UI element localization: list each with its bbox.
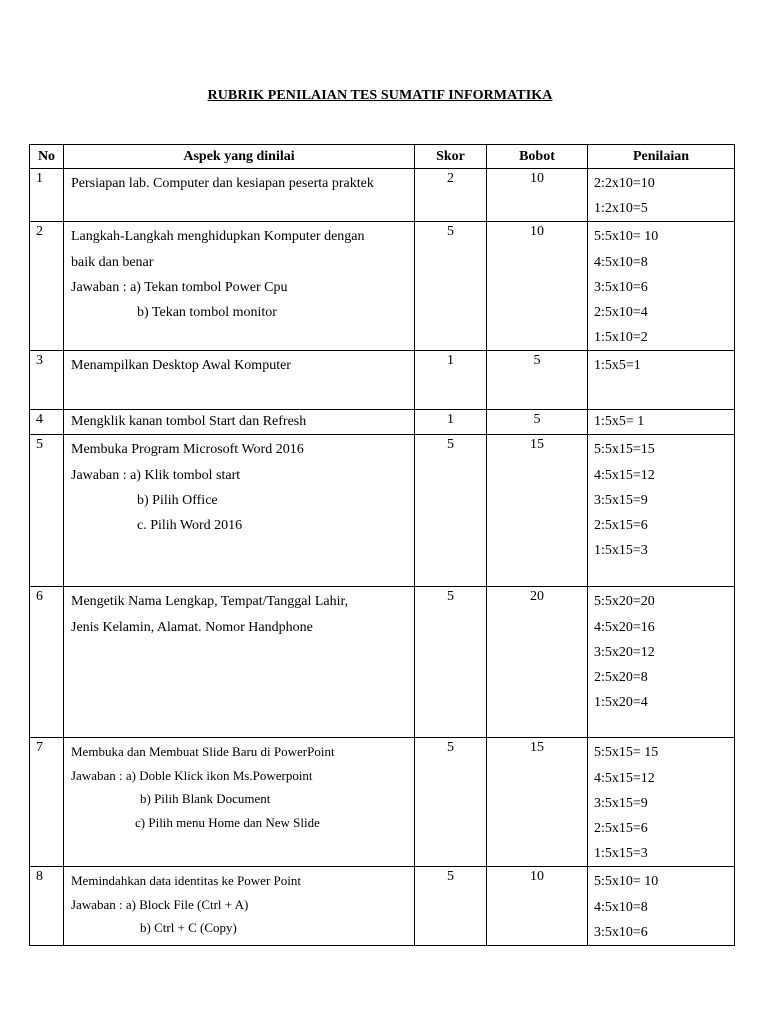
weight-cell: 15 bbox=[487, 738, 588, 867]
score-cell: 2 bbox=[415, 169, 487, 222]
grading-line: 2:5x10=4 bbox=[594, 305, 648, 321]
grading-line: 3:5x15=9 bbox=[594, 795, 648, 811]
grading-line: 1:2x10=5 bbox=[594, 201, 648, 217]
row-number: 4 bbox=[30, 410, 64, 435]
table-row bbox=[30, 222, 735, 351]
table-row bbox=[30, 351, 735, 410]
grading-line: 2:5x15=6 bbox=[594, 821, 648, 837]
grading-cell bbox=[588, 738, 735, 867]
aspect-cell bbox=[64, 410, 415, 435]
grading-line: 5:5x10= 10 bbox=[594, 874, 659, 890]
table-row bbox=[30, 410, 735, 435]
aspect-line: c) Pilih menu Home dan New Slide bbox=[135, 814, 320, 830]
grading-line: 3:5x15=9 bbox=[594, 492, 648, 508]
grading-line: 5:5x15= 15 bbox=[594, 745, 659, 761]
aspect-line: b) Pilih Office bbox=[137, 492, 218, 508]
aspect-line: Mengklik kanan tombol Start dan Refresh bbox=[71, 414, 307, 430]
grading-line: 5:5x20=20 bbox=[594, 594, 655, 610]
rubric-table bbox=[29, 144, 735, 946]
aspect-cell bbox=[64, 169, 415, 222]
aspect-line: Menampilkan Desktop Awal Komputer bbox=[71, 358, 291, 374]
table-row bbox=[30, 169, 735, 222]
aspect-line: b) Tekan tombol monitor bbox=[137, 305, 277, 321]
grading-line: 2:5x15=6 bbox=[594, 518, 648, 534]
aspect-line: Jawaban : a) Doble Klick ikon Ms.Powerpoint bbox=[71, 767, 313, 783]
row-number: 1 bbox=[30, 169, 64, 222]
grading-line: 1:5x5=1 bbox=[594, 358, 641, 374]
weight-cell: 20 bbox=[487, 587, 588, 738]
header-aspek: Aspek yang dinilai bbox=[64, 145, 415, 169]
aspect-line: Persiapan lab. Computer dan kesiapan peserta praktek bbox=[71, 176, 374, 191]
aspect-cell bbox=[64, 738, 415, 867]
grading-cell bbox=[588, 222, 735, 351]
row-number: 2 bbox=[30, 222, 64, 351]
aspect-line: b) Pilih Blank Document bbox=[140, 791, 271, 807]
grading-cell bbox=[588, 587, 735, 738]
row-number: 7 bbox=[30, 738, 64, 867]
grading-line: 5:5x15=15 bbox=[594, 442, 655, 458]
table-row bbox=[30, 738, 735, 867]
grading-line: 1:5x15=3 bbox=[594, 846, 648, 862]
aspect-line: Jenis Kelamin, Alamat. Nomor Handphone bbox=[71, 619, 313, 635]
aspect-line: Membuka Program Microsoft Word 2016 bbox=[71, 442, 304, 458]
aspect-line: Jawaban : a) Klik tombol start bbox=[71, 467, 241, 483]
grading-line: 4:5x15=12 bbox=[594, 770, 655, 786]
grading-cell bbox=[588, 867, 735, 946]
grading-line: 4:5x10=8 bbox=[594, 899, 648, 915]
weight-cell: 10 bbox=[487, 169, 588, 222]
header-bobot: Bobot bbox=[487, 145, 588, 169]
grading-line: 5:5x10= 10 bbox=[594, 229, 659, 245]
weight-cell: 15 bbox=[487, 435, 588, 587]
score-cell: 5 bbox=[415, 867, 487, 946]
header-no: No bbox=[30, 145, 64, 169]
aspect-line: c. Pilih Word 2016 bbox=[137, 518, 243, 534]
aspect-line: b) Ctrl + C (Copy) bbox=[140, 920, 237, 936]
aspect-cell bbox=[64, 222, 415, 351]
row-number: 6 bbox=[30, 587, 64, 738]
row-number: 5 bbox=[30, 435, 64, 587]
grading-line: 4:5x15=12 bbox=[594, 467, 655, 483]
table-row bbox=[30, 587, 735, 738]
grading-cell bbox=[588, 435, 735, 587]
aspect-line: Memindahkan data identitas ke Power Point bbox=[71, 873, 301, 889]
grading-line: 4:5x10=8 bbox=[594, 254, 648, 270]
grading-line: 2:2x10=10 bbox=[594, 176, 655, 191]
weight-cell: 10 bbox=[487, 222, 588, 351]
score-cell: 1 bbox=[415, 410, 487, 435]
grading-line: 3:5x10=6 bbox=[594, 924, 648, 940]
grading-cell bbox=[588, 410, 735, 435]
grading-line: 1:5x20=4 bbox=[594, 695, 648, 711]
grading-line: 1:5x10=2 bbox=[594, 330, 648, 346]
grading-line: 1:5x5= 1 bbox=[594, 414, 645, 430]
grading-line: 2:5x20=8 bbox=[594, 670, 648, 686]
aspect-cell bbox=[64, 867, 415, 946]
header-skor: Skor bbox=[415, 145, 487, 169]
weight-cell: 5 bbox=[487, 351, 588, 410]
grading-cell bbox=[588, 351, 735, 410]
aspect-line: Jawaban : a) Block File (Ctrl + A) bbox=[71, 896, 249, 912]
aspect-line: Langkah-Langkah menghidupkan Komputer dengan bbox=[71, 229, 365, 245]
grading-line: 3:5x20=12 bbox=[594, 644, 655, 660]
weight-cell: 5 bbox=[487, 410, 588, 435]
score-cell: 5 bbox=[415, 435, 487, 587]
table-header-row bbox=[30, 145, 735, 169]
table-row bbox=[30, 435, 735, 587]
weight-cell: 10 bbox=[487, 867, 588, 946]
score-cell: 5 bbox=[415, 587, 487, 738]
aspect-line: Membuka dan Membuat Slide Baru di PowerPoint bbox=[71, 744, 335, 760]
aspect-line: Jawaban : a) Tekan tombol Power Cpu bbox=[71, 279, 288, 295]
grading-cell bbox=[588, 169, 735, 222]
aspect-line: Mengetik Nama Lengkap, Tempat/Tanggal Lahir, bbox=[71, 594, 349, 610]
aspect-cell bbox=[64, 351, 415, 410]
table-row bbox=[30, 867, 735, 946]
row-number: 8 bbox=[30, 867, 64, 946]
grading-line: 3:5x10=6 bbox=[594, 279, 648, 295]
score-cell: 1 bbox=[415, 351, 487, 410]
score-cell: 5 bbox=[415, 738, 487, 867]
grading-line: 4:5x20=16 bbox=[594, 619, 655, 635]
aspect-cell bbox=[64, 587, 415, 738]
aspect-cell bbox=[64, 435, 415, 587]
document-title: RUBRIK PENILAIAN TES SUMATIF INFORMATIKA bbox=[207, 88, 553, 103]
header-penilaian: Penilaian bbox=[588, 145, 735, 169]
row-number: 3 bbox=[30, 351, 64, 410]
aspect-line: baik dan benar bbox=[71, 254, 154, 270]
score-cell: 5 bbox=[415, 222, 487, 351]
grading-line: 1:5x15=3 bbox=[594, 543, 648, 559]
